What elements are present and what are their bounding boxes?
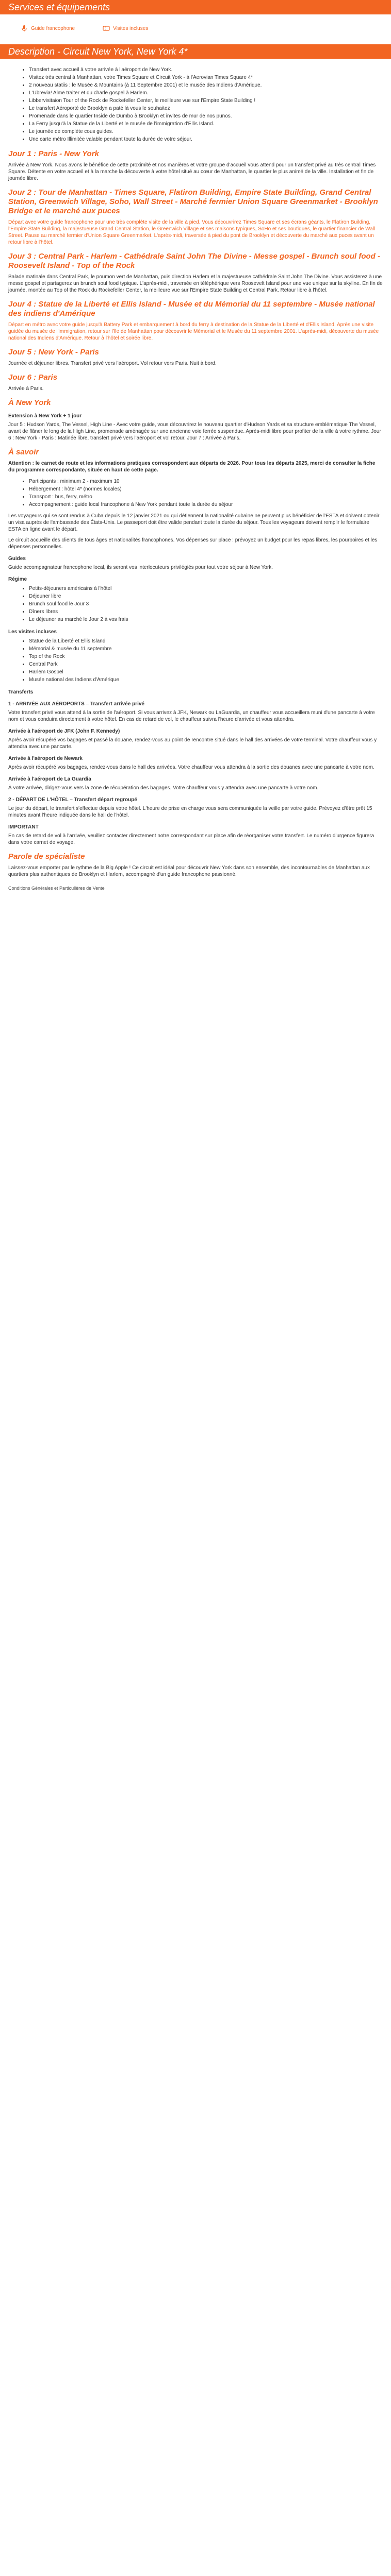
list-item: • Central Park bbox=[29, 660, 383, 668]
extension-subtitle: Extension à New York + 1 jour bbox=[8, 413, 82, 419]
newark-text: Après avoir récupéré vos bagages, rendez-vous dans le hall des arrivées. Votre chauffeur vous attendra à la sortie des douanes avec une pancarte à votre nom. bbox=[8, 765, 374, 770]
info-title: IMPORTANT bbox=[8, 824, 39, 830]
expert-section bbox=[8, 852, 383, 895]
visits-item bbox=[103, 25, 148, 32]
day-title: Jour 1 : Paris - New York bbox=[8, 149, 99, 158]
list-item: • Harlem Gospel bbox=[29, 668, 383, 676]
regime-list bbox=[8, 585, 383, 623]
transfers-section bbox=[8, 689, 383, 846]
regime-title: Régime bbox=[8, 577, 27, 582]
main-content bbox=[0, 59, 391, 895]
day-3 bbox=[8, 252, 383, 294]
list-item: • 2 nouveau statiis : le Musée & Mountains (à 11 Septembre 2001) et le musée des Indiens d'Amérique. bbox=[29, 81, 383, 89]
day-text: Arrivée à Paris. bbox=[8, 386, 44, 392]
list-item: • Brunch soul food le Jour 3 bbox=[29, 600, 383, 608]
list-item: • Dîners libres bbox=[29, 608, 383, 616]
day-text: Départ avec votre guide francophone pour une très complète visite de la ville à pied. Vous découvrirez Times Square et ses écrans géants, le Flatiron Building, l'Empire State Building, la majestueuse Grand Central Station, le Greenwich Village et ses maisons typiques, SoHo et ses boutiques, le quartier financier de Wall Street. Pause au marché fermier d'Union Square Greenmarket. L'après-midi, traversée à pied du pont de Brooklyn et découverte du marché aux puces avant un retour libre à l'hôtel. bbox=[8, 219, 376, 245]
day-text: Balade matinale dans Central Park, le poumon vert de Manhattan, puis direction Harlem et la majestueuse cathédrale Saint John The Divine. Vous assisterez à une messe gospel et partagerez un brunch soul food typique. L'après-midi, traversée en téléphérique vers Roosevelt Island pour une vue unique sur la skyline. En fin de journée, montée au Top of the Rock du Rockefeller Center, la meilleure vue sur l'Empire State Building et Central Park. Retour libre à l'hôtel. bbox=[8, 274, 383, 293]
expert-title: Parole de spécialiste bbox=[8, 852, 85, 861]
services-header: Services et équipements bbox=[0, 0, 391, 14]
list-item: • Le journée de complète cous guides. bbox=[29, 128, 383, 135]
list-item: • Accompagnement : guide local francophone à New York pendant toute la durée du séjour bbox=[29, 501, 383, 509]
day-title: Jour 3 : Central Park - Harlem - Cathédrale Saint John The Divine - Messe gospel - Brunch soul food - Roosevelt Island - Top of the Rock bbox=[8, 252, 380, 270]
jfk-text: Après avoir récupéré vos bagages et passé la douane, rendez-vous au point de rencontre situé dans le hall des arrivées de votre terminal. Votre chauffeur vous y attendra avec une pancarte. bbox=[8, 737, 377, 750]
list-item: • Transfert avec accueil à votre arrivée à l'aéroport de New York. bbox=[29, 66, 383, 74]
list-item: • Hébergement : hôtel 4* (normes locales) bbox=[29, 485, 383, 493]
jfk-title: Arrivée à l'aéroport de JFK (John F. Kennedy) bbox=[8, 728, 120, 734]
extension-title: À New York bbox=[8, 398, 51, 407]
day-text: Départ en métro avec votre guide jusqu'à Battery Park et embarquement à bord du ferry à destination de la Statue de la Liberté et d'Ellis Island. Après une visite guidée du musée de l'immigration, retour sur l'île de Manhattan pour découvrir le Mémorial et le Musée du 11 septembre 2001. L'après-midi, découverte du musée national des Indiens d'Amérique. Retour à l'hôtel et soirée libre. bbox=[8, 322, 379, 341]
extension-text: Jour 5 : Hudson Yards, The Vessel, High Line - Avec votre guide, vous découvrirez le nouveau quartier d'Hudson Yards et sa structure emblématique The Vessel, avant de flâner le long de la High Line, promenade aménagée sur une ancienne voie ferrée suspendue. Après-midi libre pour profiter de la ville à votre rythme. Jour 6 : New York - Paris : Matinée libre, transfert privé vers l'aéroport et vol retour. Jour 7 : Arrivée à Paris. bbox=[8, 422, 381, 441]
info-text: En cas de retard de vol à l'arrivée, veuillez contacter directement notre correspondant sur place afin de réorganiser votre transfert. Le numéro d'urgence figurera dans votre carnet de voyage. bbox=[8, 833, 374, 845]
list-item: • Visitez très central à Manhattan, votre Times Square et Circuit York - à l'Aerovian Times Square 4* bbox=[29, 74, 383, 81]
list-item: • Le déjeuner au marché le Jour 2 à vos frais bbox=[29, 616, 383, 623]
ticket-icon bbox=[103, 25, 110, 32]
notes-title: À savoir bbox=[8, 448, 39, 456]
lga-title: Arrivée à l'aéroport de La Guardia bbox=[8, 776, 91, 782]
guides-text: Guide accompagnateur francophone local, ils seront vos interlocuteurs privilégiés pour tout votre séjour à New York. bbox=[8, 565, 273, 570]
page bbox=[0, 0, 391, 895]
list-item: • Mémorial & musée du 11 septembre bbox=[29, 645, 383, 653]
day-2 bbox=[8, 188, 383, 246]
newyork-extension bbox=[8, 398, 383, 442]
newark-title: Arrivée à l'aéroport de Newark bbox=[8, 756, 83, 761]
list-item: • L'Ubrevia! Alme traiter et du charle gospel à Harlem. bbox=[29, 89, 383, 97]
day-title: Jour 2 : Tour de Manhattan - Times Square, Flatiron Building, Empire State Building, Grand Central Station, Greenwich Village, Soho, Wall Street - Marché fermier Union Square Greenmarket - Brooklyn Bridge et le marché aux puces bbox=[8, 188, 378, 215]
notes-budget: Le circuit accueille des clients de tous âges et nationalités francophones. Vos dépenses sur place : prévoyez un budget pour les repas libres, les pourboires et les dépenses personnelles. bbox=[8, 537, 378, 550]
day-5 bbox=[8, 348, 383, 367]
list-item: • Déjeuner libre bbox=[29, 592, 383, 600]
list-item: • La Ferry jusqu'à la Statue de la Liberté et le musée de l'immigration d'Ellis Island. bbox=[29, 120, 383, 128]
list-item: • Petits-déjeuners américains à l'hôtel bbox=[29, 585, 383, 592]
list-item: • Participants : minimum 2 - maximum 10 bbox=[29, 478, 383, 485]
transfers-title: Transferts bbox=[8, 689, 34, 695]
day-4 bbox=[8, 300, 383, 342]
day-title: Jour 4 : Statue de la Liberté et Ellis Island - Musée et du Mémorial du 11 septembre - Musée national des indiens d'Amérique bbox=[8, 300, 375, 318]
visits-title: Les visites incluses bbox=[8, 629, 57, 635]
list-item: • Une carte métro Illimitée valable pendant toute la durée de votre séjour. bbox=[29, 135, 383, 143]
list-item: • Musée national des Indiens d'Amérique bbox=[29, 676, 383, 684]
notes-warning: Attention : le carnet de route et les informations pratiques correspondent aux départs de 2026. Pour tous les départs 2025, merci de consulter la fiche du programme correspondante, située en haut de cette page. bbox=[8, 461, 376, 473]
footer-link[interactable]: Conditions Générales et Particulières de Vente bbox=[8, 886, 105, 891]
list-item: • Le transfert Aéroporté de Brooklyn a paté là vous le souhaitez bbox=[29, 105, 383, 112]
guides-row bbox=[0, 14, 391, 37]
lga-text: À votre arrivée, dirigez-vous vers la zone de récupération des bagages. Votre chauffeur vous y attendra avec une pancarte à votre nom. bbox=[8, 785, 319, 791]
depart-title: 2 - DÉPART DE L'HÔTEL – Transfert départ regroupé bbox=[8, 797, 137, 803]
description-header: Description - Circuit New York, New York 4* bbox=[0, 44, 391, 59]
day-title: Jour 6 : Paris bbox=[8, 373, 58, 382]
day-text: Journée et déjeuner libres. Transfert privé vers l'aéroport. Vol retour vers Paris. Nuit à bord. bbox=[8, 361, 217, 366]
notes-section bbox=[8, 448, 383, 684]
expert-text: Laissez-vous emporter par le rythme de la Big Apple ! Ce circuit est idéal pour découvrir New York dans son ensemble, des incontournables de Manhattan aux quartiers plus authentiques de Brooklyn et Harlem, accompagné d'un guide francophone passionné. bbox=[8, 865, 370, 877]
guide-item bbox=[21, 25, 75, 32]
depart-text: Le jour du départ, le transfert s'effectue depuis votre hôtel. L'heure de prise en charge vous sera communiquée la veille par votre guide. Prévoyez d'être prêt 15 minutes avant l'heure indiquée dans le hall de l'hôtel. bbox=[8, 806, 372, 818]
day-1 bbox=[8, 149, 383, 182]
list-item: • Top of the Rock bbox=[29, 653, 383, 660]
arrival-text: Votre transfert privé vous attend à la sortie de l'aéroport. Si vous arrivez à JFK, Newark ou LaGuardia, un chauffeur vous accueillera muni d'une pancarte à votre nom et vous conduira directement à votre hôtel. En cas de retard de vol, le chauffeur suivra l'heure d'arrivée et vous attendra. bbox=[8, 710, 375, 722]
list-item: • Statue de la Liberté et Ellis Island bbox=[29, 637, 383, 645]
highlights-list bbox=[8, 66, 383, 143]
guides-title: Guides bbox=[8, 556, 26, 562]
microphone-icon bbox=[21, 25, 28, 32]
list-item: • Promenade dans le quartier Inside de Dumbo à Brooklyn et invites de mur de nos punos. bbox=[29, 112, 383, 120]
visits-label: Visites incluses bbox=[113, 25, 149, 31]
notes-extra: Les voyageurs qui se sont rendus à Cuba depuis le 12 janvier 2021 ou qui détiennent la nationalité cubaine ne peuvent plus bénéficier de l'ESTA et doivent obtenir un visa auprès de l'ambassade des États-Unis. Le passeport doit être valide pendant toute la durée du séjour. Tous les voyageurs doivent remplir le formulaire ESTA en ligne avant le départ. bbox=[8, 513, 380, 532]
day-6 bbox=[8, 373, 383, 392]
list-item: • Transport : bus, ferry, métro bbox=[29, 493, 383, 501]
guide-label: Guide francophone bbox=[31, 25, 75, 31]
visits-list bbox=[8, 637, 383, 684]
day-text: Arrivée à New York. Nous avons le bénéfice de cette proximité et nos manières et votre groupe d'accueil vous attend pour un transfert privé au très central Times Square. Détente en votre accueil et à la marche la découverte à votre hôtel situé au cœur de Manhattan, le quartier le plus animé de la ville. Installation et fin de journée libre. bbox=[8, 162, 376, 181]
day-title: Jour 5 : New York - Paris bbox=[8, 348, 99, 357]
list-item: • Libbervisitaion Tour of the Rock de Rockefeller Center, le meilleure vue sur l'Empire State Building ! bbox=[29, 97, 383, 105]
notes-list bbox=[8, 478, 383, 509]
arrival-title: 1 - ARRIVÉE AUX AÉROPORTS – Transfert arrivée privé bbox=[8, 701, 144, 707]
